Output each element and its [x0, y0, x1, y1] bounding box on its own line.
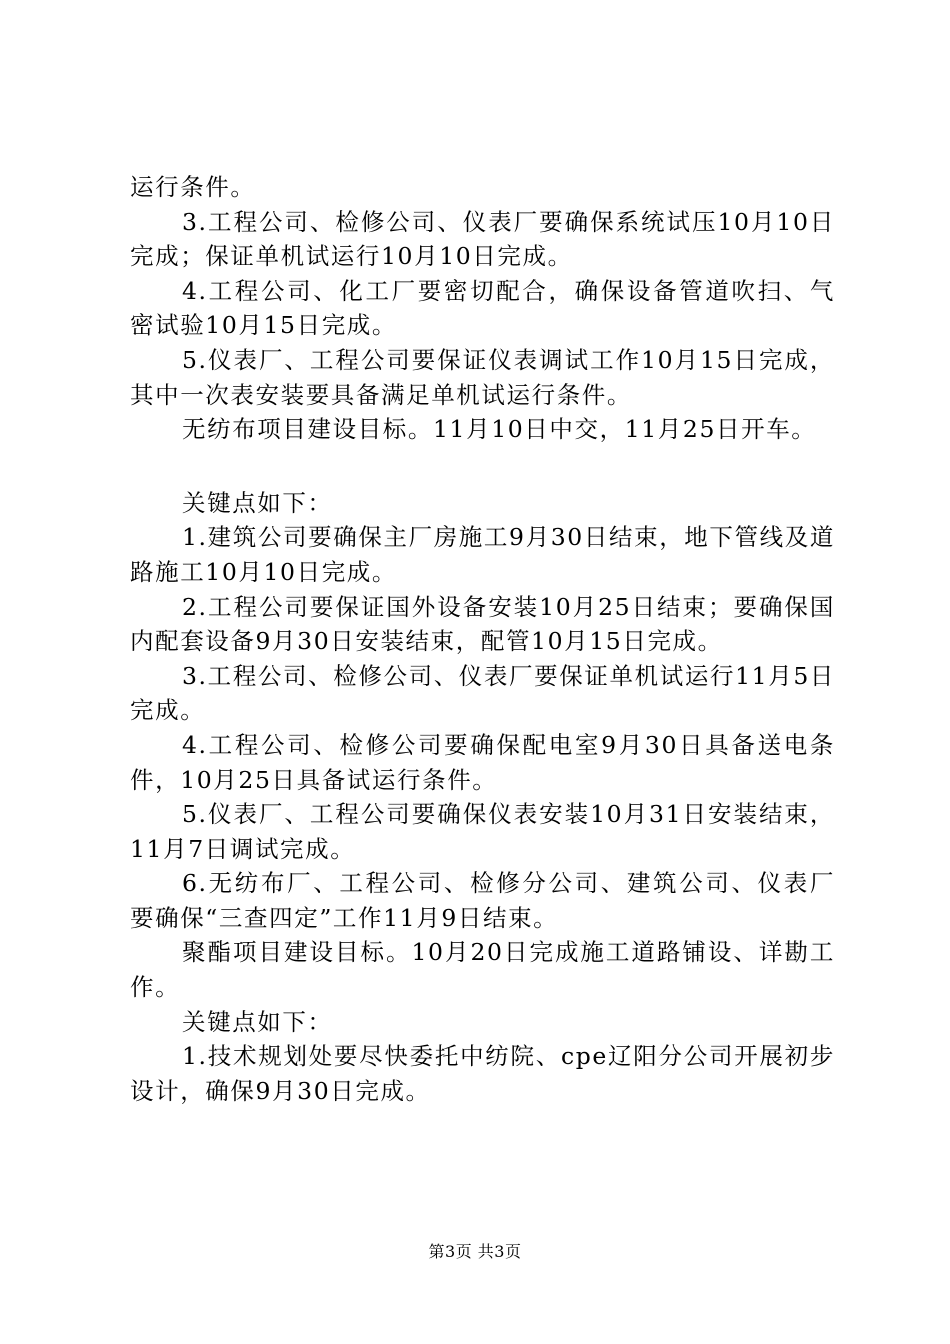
paragraph-key-points-heading: 关键点如下： — [182, 488, 333, 517]
paragraph-key-point-4: 4.工程公司、检修公司要确保配电室9月30日具备送电条件，10月25日具备试运行条件。 — [130, 730, 835, 794]
page-number-label: 第3页 共3页 — [428, 1242, 522, 1261]
paragraph-key-point-5: 5.仪表厂、工程公司要确保仪表安装10月31日安装结束，11月7日调试完成。 — [130, 800, 835, 863]
paragraph-key-point-3: 3.工程公司、检修公司、仪表厂要保证单机试运行11月5日完成。 — [130, 661, 835, 725]
paragraph-continuation: 运行条件。 — [130, 173, 256, 201]
paragraph-polyester-key-point-1: 1.技术规划处要尽快委托中纺院、cpe辽阳分公司开展初步设计，确保9月30日完成。 — [130, 1042, 835, 1105]
paragraph-item-3-pressure-test: 3.工程公司、检修公司、仪表厂要确保系统试压10月10日完成；保证单机试运行10月10日完成。 — [130, 207, 835, 271]
paragraph-item-4-purge-test: 4.工程公司、化工厂要密切配合，确保设备管道吹扫、气密试验10月15日完成。 — [130, 276, 835, 340]
paragraph-spacer — [130, 447, 835, 486]
paragraph-nonwoven-goal: 无纺布项目建设目标。11月10日中交，11月25日开车。 — [182, 415, 817, 444]
paragraph-item-5-instrument-debug: 5.仪表厂、工程公司要保证仪表调试工作10月15日完成，其中一次表安装要具备满足单机试运行条件。 — [130, 345, 835, 409]
paragraph-key-point-6: 6.无纺布厂、工程公司、检修分公司、建筑公司、仪表厂要确保“三查四定”工作11月9日结束。 — [130, 869, 835, 932]
paragraph-key-point-1: 1.建筑公司要确保主厂房施工9月30日结束，地下管线及道路施工10月10日完成。 — [130, 523, 835, 586]
paragraph-polyester-goal: 聚酯项目建设目标。10月20日完成施工道路铺设、详勘工作。 — [130, 938, 835, 1002]
page-footer — [0, 1242, 950, 1262]
paragraph-key-points-heading-2: 关键点如下： — [182, 1007, 333, 1036]
paragraph-key-point-2: 2.工程公司要保证国外设备安装10月25日结束；要确保国内配套设备9月30日安装结束，配管10月15日完成。 — [130, 592, 835, 656]
document-body — [130, 170, 835, 1108]
